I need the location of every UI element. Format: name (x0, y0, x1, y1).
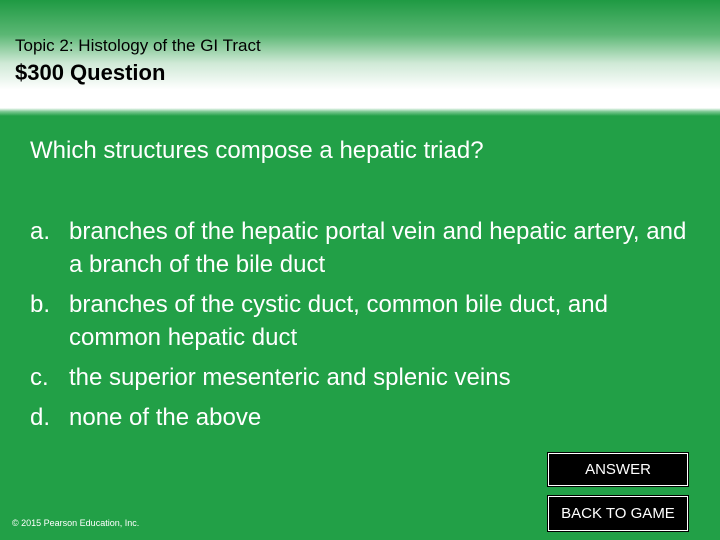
option-text: none of the above (69, 404, 262, 431)
option-letter: a. (30, 218, 51, 245)
topic-title: Topic 2: Histology of the GI Tract (15, 36, 261, 55)
option-text: branches of the cystic duct, common bile duct, and common hepatic duct (69, 291, 608, 351)
option-letter: c. (30, 364, 49, 391)
header-divider (0, 108, 720, 116)
option-text: the superior mesenteric and splenic veins (69, 364, 511, 391)
option-c (30, 361, 690, 394)
answer-button[interactable]: ANSWER (548, 453, 688, 486)
option-b (30, 288, 690, 354)
option-d (30, 401, 690, 434)
option-letter: b. (30, 291, 51, 318)
option-letter: d. (30, 404, 51, 431)
question-text: Which structures compose a hepatic triad? (30, 137, 484, 164)
option-text: branches of the hepatic portal vein and hepatic artery, and a branch of the bile duct (69, 218, 687, 278)
option-a (30, 215, 690, 281)
answer-options-list (30, 215, 690, 441)
question-value-title: $300 Question (15, 60, 166, 85)
back-to-game-button[interactable]: BACK TO GAME (548, 496, 688, 531)
header-band (0, 0, 720, 115)
copyright-text: © 2015 Pearson Education, Inc. (12, 518, 140, 528)
